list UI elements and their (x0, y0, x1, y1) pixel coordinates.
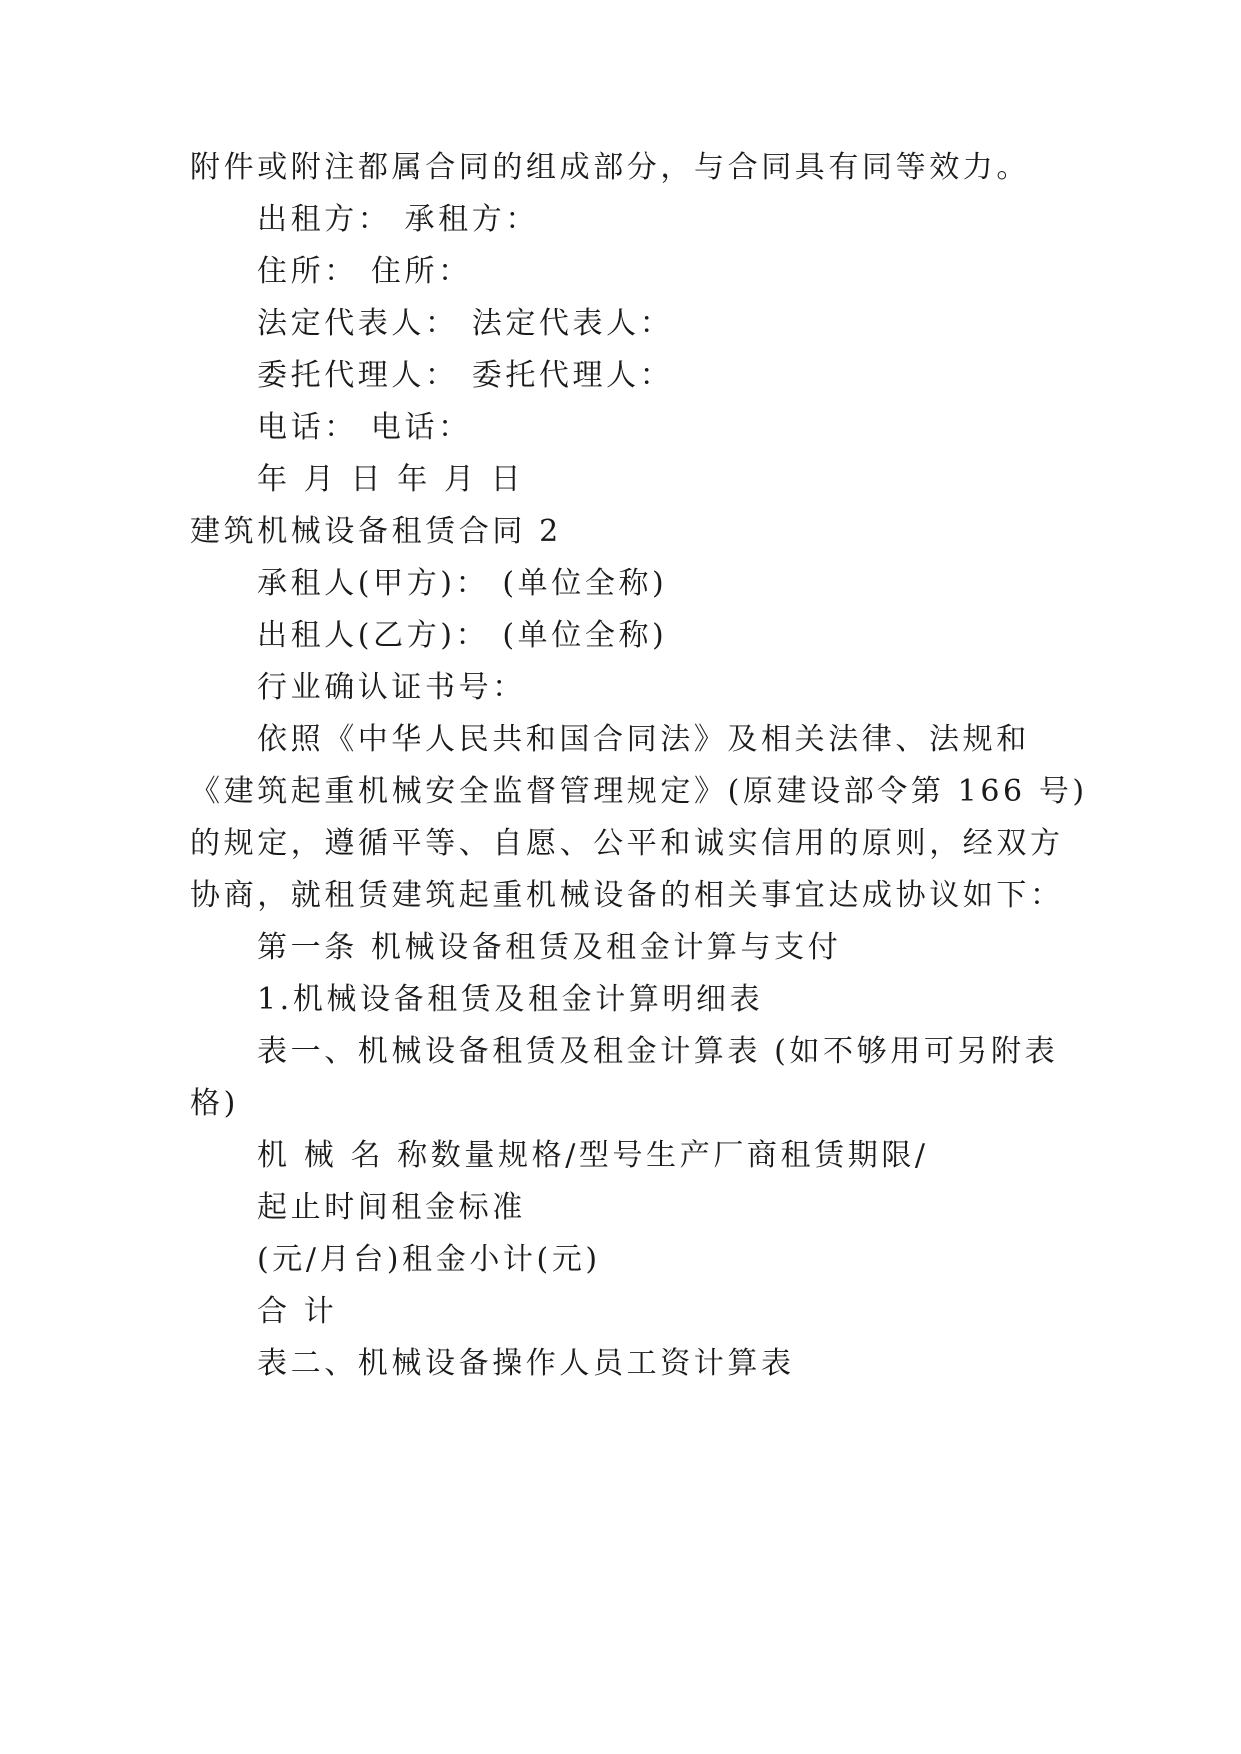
text-line: 年 月 日 年 月 日 (257, 462, 525, 497)
text-line: 出租人(乙方)： (单位全称) (257, 618, 668, 653)
text-line: 行业确认证书号： (257, 670, 526, 705)
text-line: 第一条 机械设备租赁及租金计算与支付 (257, 930, 842, 965)
text-line: 表一、机械设备租赁及租金计算表 (如不够用可另附表 (257, 1034, 1059, 1069)
text-line: 机 械 名 称数量规格/型号生产厂商租赁期限/ (257, 1138, 929, 1173)
text-line: (元/月台)租金小计(元) (257, 1242, 601, 1277)
text-line: 出租方： 承租方： (257, 202, 539, 237)
text-line: 承租人(甲方)： (单位全称) (257, 566, 668, 601)
text-line: 住所： 住所： (257, 254, 472, 289)
section-heading: 建筑机械设备租赁合同 2 (190, 514, 562, 549)
text-line: 的规定，遵循平等、自愿、公平和诚实信用的原则，经双方 (190, 826, 1064, 861)
text-line: 委托代理人： 委托代理人： (257, 358, 674, 393)
text-line: 1.机械设备租赁及租金计算明细表 (257, 982, 764, 1017)
text-line: 电话： 电话： (257, 410, 472, 445)
text-line: 起止时间租金标准 (257, 1190, 526, 1225)
text-line: 合 计 (257, 1294, 338, 1329)
text-line: 依照《中华人民共和国合同法》及相关法律、法规和 (257, 722, 1030, 757)
text-line: 附件或附注都属合同的组成部分，与合同具有同等效力。 (190, 150, 1030, 185)
text-line: 格) (190, 1086, 239, 1121)
text-line: 协商，就租赁建筑起重机械设备的相关事宜达成协议如下： (190, 878, 1064, 913)
text-line: 法定代表人： 法定代表人： (257, 306, 674, 341)
text-line: 《建筑起重机械安全监督管理规定》(原建设部令第 166 号) (190, 774, 1088, 809)
text-line: 表二、机械设备操作人员工资计算表 (257, 1346, 795, 1381)
